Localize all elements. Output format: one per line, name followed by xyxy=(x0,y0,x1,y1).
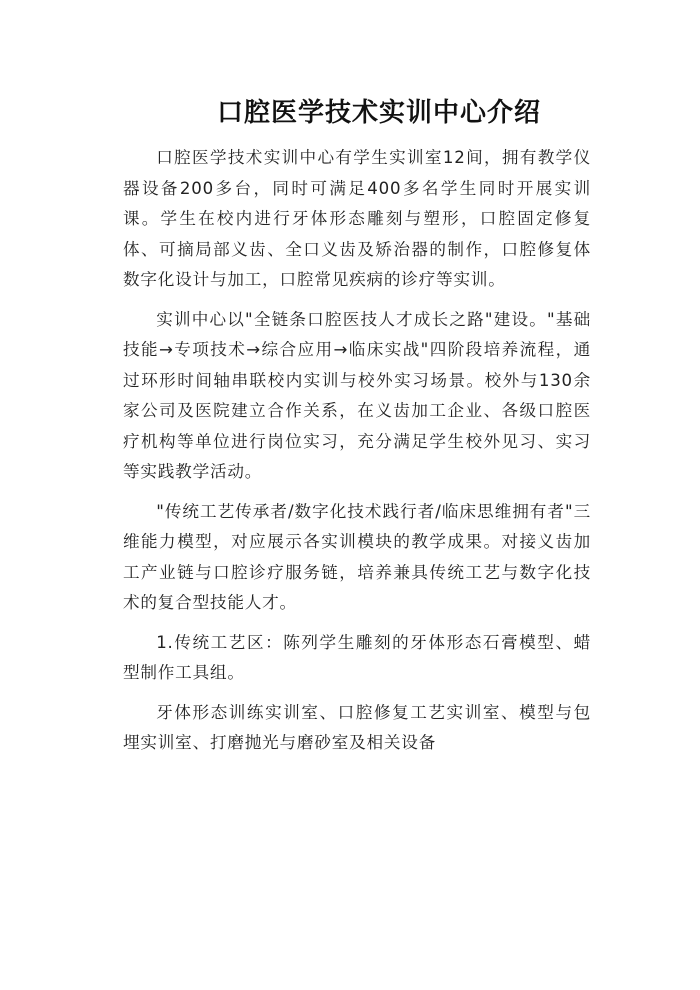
document-body xyxy=(123,143,591,768)
paragraph-ability-model: "传统工艺传承者/数字化技术践行者/临床思维拥有者"三维能力模型，对应展示各实训模块的教学成果。对接义齿加工产业链与口腔诊疗服务链，培养兼具传统工艺与数字化技术的复合型技能人才。 xyxy=(123,501,591,612)
paragraph-training-chain: 实训中心以"全链条口腔医技人才成长之路"建设。"基础技能→专项技术→综合应用→临床实战"四阶段培养流程，通过环形时间轴串联校内实训与校外实习场景。校外与130余家公司及医院建立合作关系，在义齿加工企业、各级口腔医疗机构等单位进行岗位实习，充分满足学生校外见习、实习等实践教学活动。 xyxy=(123,309,591,481)
paragraph-intro: 口腔医学技术实训中心有学生实训室12间，拥有教学仪器设备200多台，同时可满足400多名学生同时开展实训课。学生在校内进行牙体形态雕刻与塑形，口腔固定修复体、可摘局部义齿、全口义齿及矫治器的制作，口腔修复体数字化设计与加工，口腔常见疾病的诊疗等实训。 xyxy=(123,148,591,289)
paragraph-traditional-area: 1.传统工艺区：陈列学生雕刻的牙体形态石膏模型、蜡型制作工具组。 xyxy=(123,632,591,682)
paragraph-training-rooms: 牙体形态训练实训室、口腔修复工艺实训室、模型与包埋实训室、打磨抛光与磨砂室及相关设备 xyxy=(123,702,591,752)
document-title: 口腔医学技术实训中心介绍 xyxy=(216,98,541,128)
